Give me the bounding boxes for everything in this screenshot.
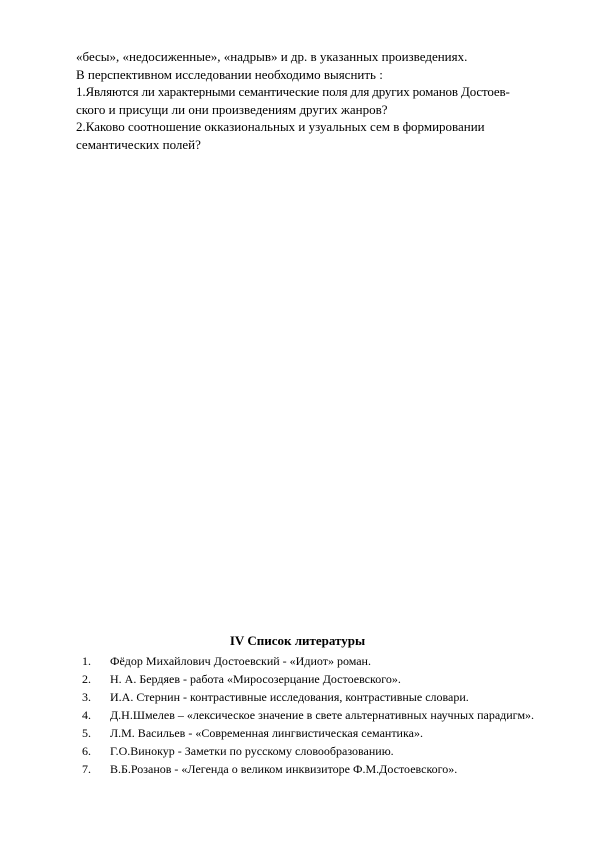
references-list — [82, 653, 542, 779]
reference-number: 5. — [82, 726, 91, 740]
reference-item — [82, 725, 542, 741]
reference-text: В.Б.Розанов - «Легенда о великом инквизиторе Ф.М.Достоевского». — [110, 762, 458, 776]
reference-item — [82, 653, 542, 669]
reference-item — [82, 671, 542, 687]
reference-text: Фёдор Михайлович Достоевский - «Идиот» роман. — [110, 654, 371, 668]
paragraph-line: 2.Каково соотношение окказиональных и узуальных сем в формировании — [76, 119, 485, 134]
reference-text: И.А. Стернин - контрастивные исследования, контрастивные словари. — [110, 690, 469, 704]
paragraph-line: 1.Являются ли характерными семантические поля для других романов Достоев- — [76, 84, 510, 99]
reference-number: 7. — [82, 762, 91, 776]
reference-number: 6. — [82, 744, 91, 758]
reference-item — [82, 743, 542, 759]
reference-text: Д.Н.Шмелев – «лексическое значение в свете альтернативных научных парадигм». — [110, 708, 535, 722]
paragraph-line: семантических полей? — [76, 136, 201, 152]
reference-item — [82, 707, 542, 723]
paragraph-line: В перспективном исследовании необходимо выяснить : — [76, 66, 383, 82]
paragraph-line: ского и присущи ли они произведениям других жанров? — [76, 101, 388, 117]
reference-text: Н. А. Бердяев - работа «Миросозерцание Достоевского». — [110, 672, 401, 686]
reference-number: 3. — [82, 690, 91, 704]
reference-number: 4. — [82, 708, 91, 722]
reference-number: 1. — [82, 654, 91, 668]
conclusion-paragraph — [76, 48, 566, 153]
reference-text: Л.М. Васильев - «Современная лингвистическая семантика». — [110, 726, 423, 740]
references-heading: IV Список литературы — [229, 633, 366, 648]
reference-number: 2. — [82, 672, 91, 686]
reference-item — [82, 761, 542, 777]
reference-item — [82, 689, 542, 705]
reference-text: Г.О.Винокур - Заметки по русскому словообразованию. — [110, 744, 394, 758]
paragraph-line: «бесы», «недосиженные», «надрыв» и др. в указанных произведениях. — [76, 49, 468, 64]
